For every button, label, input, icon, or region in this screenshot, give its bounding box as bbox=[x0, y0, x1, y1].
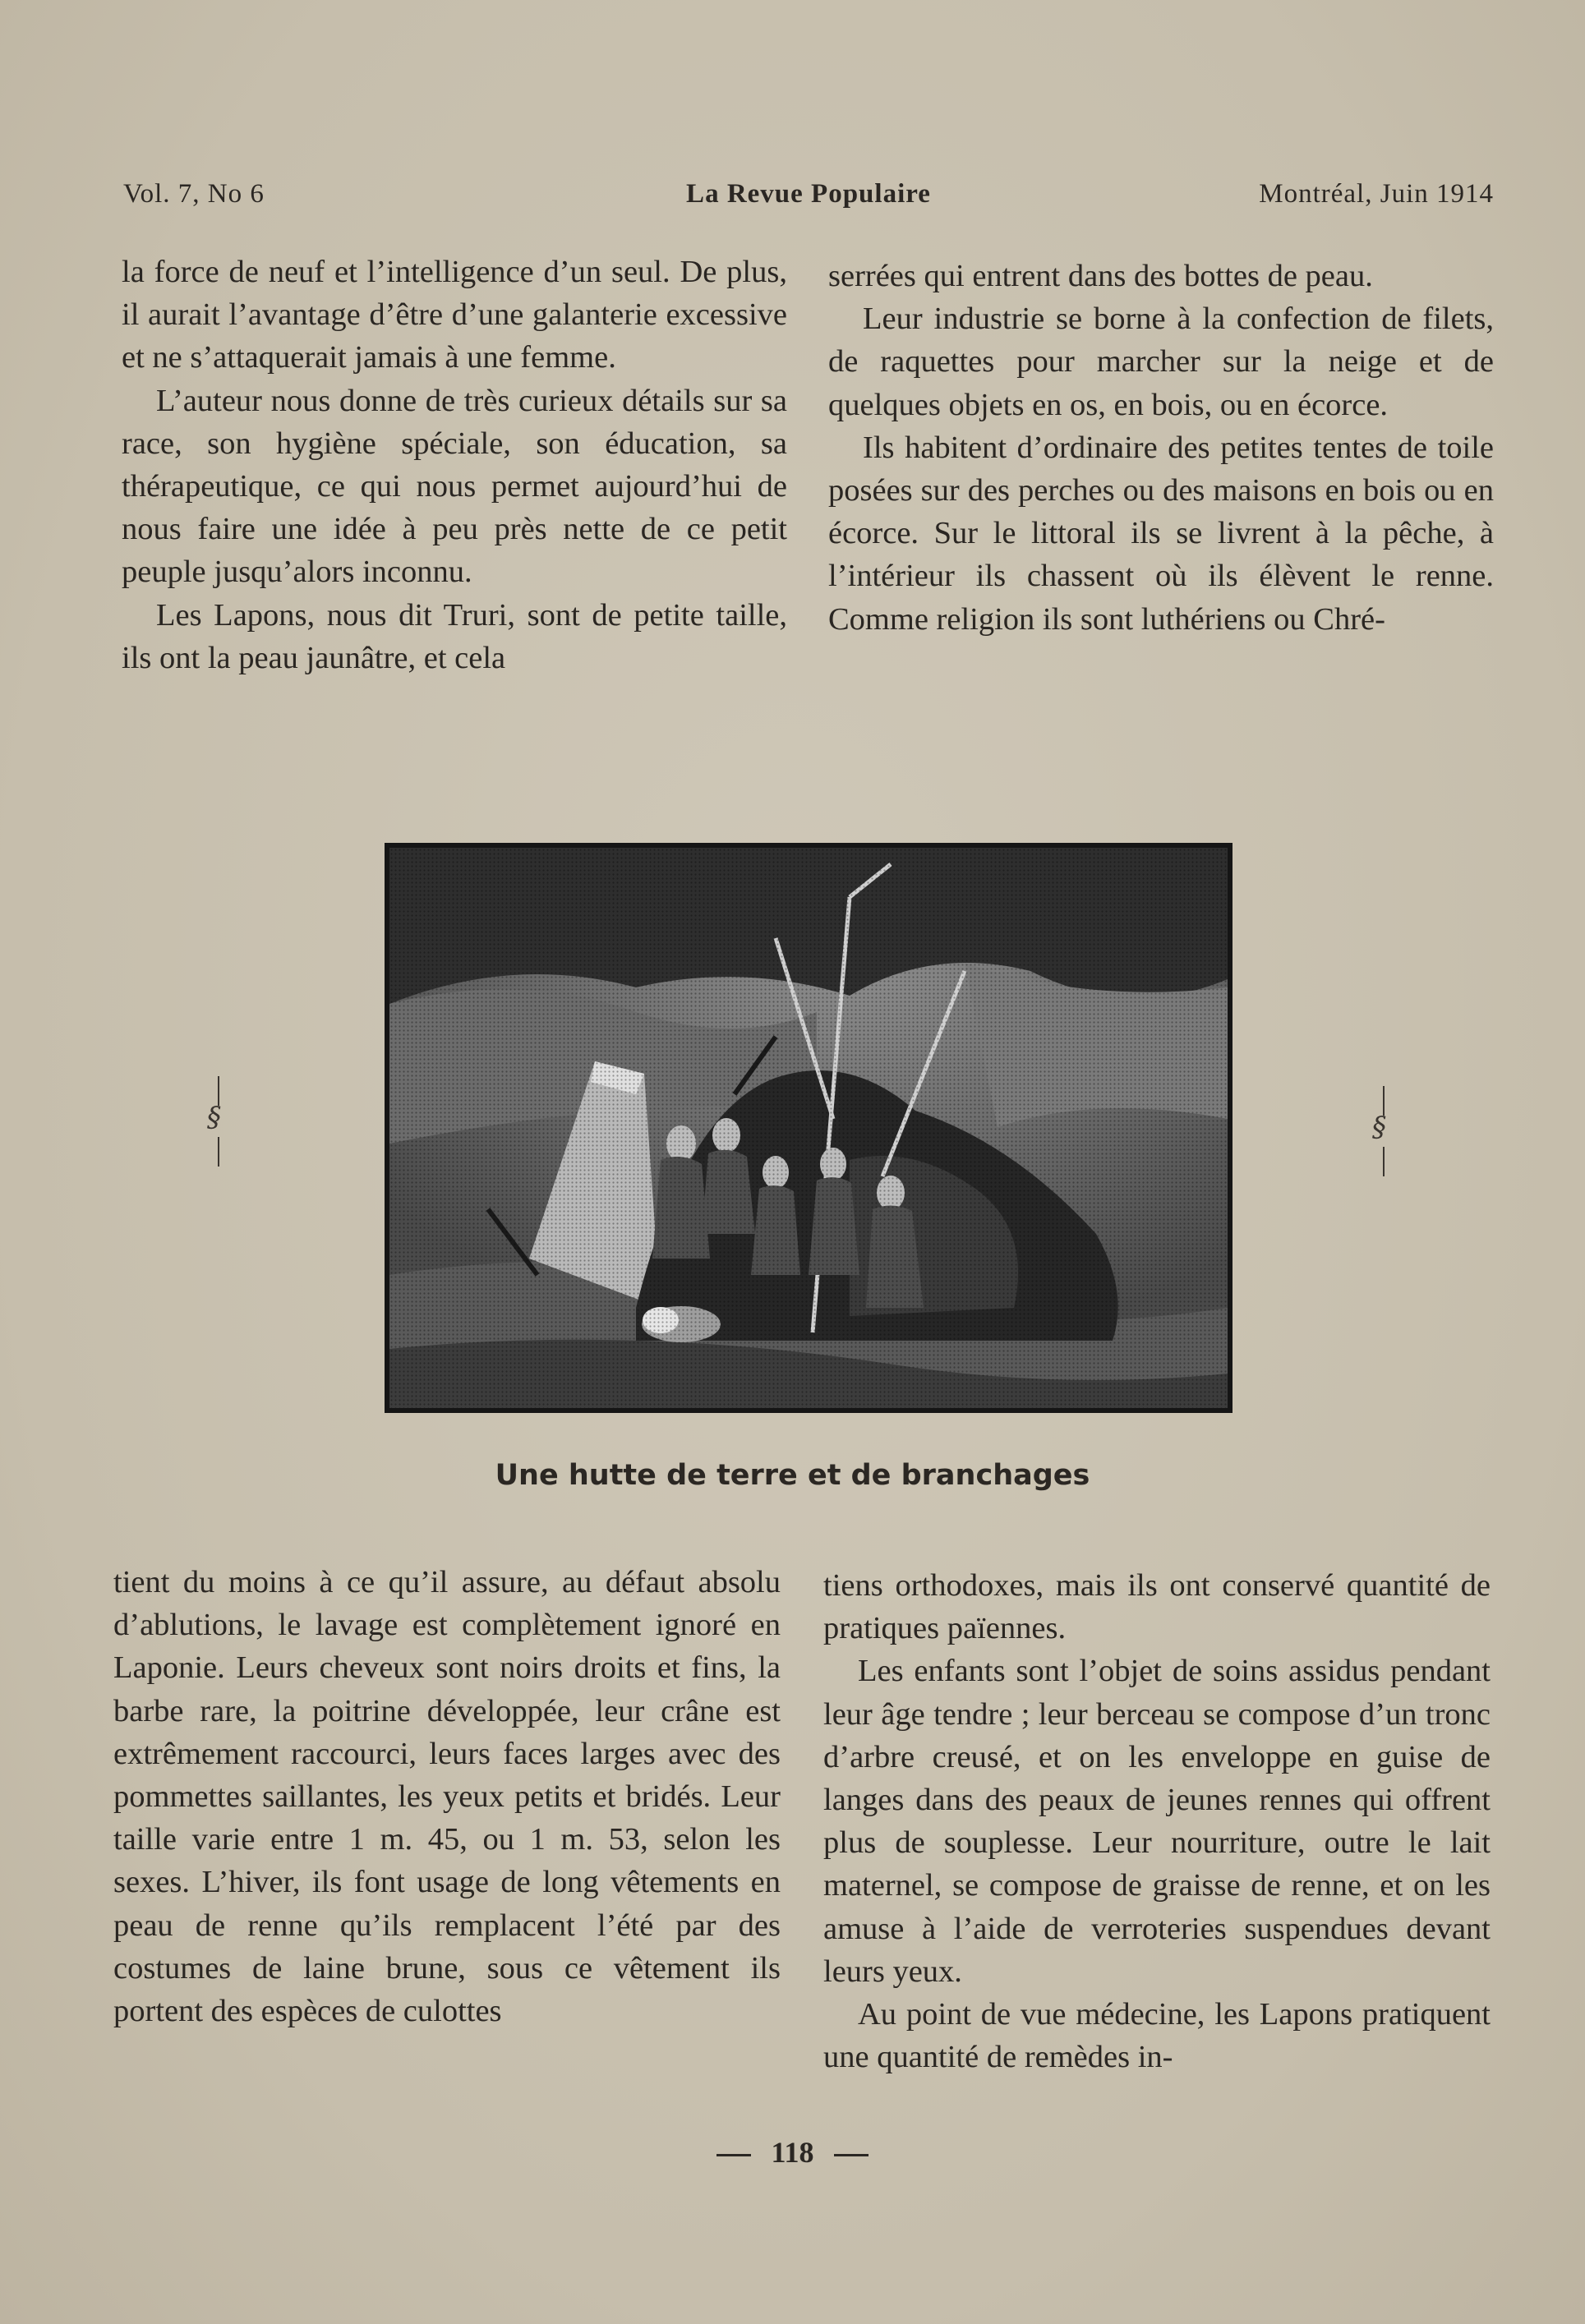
dash-right bbox=[834, 2154, 869, 2156]
dash-left bbox=[716, 2154, 751, 2156]
lapp-hut-photo-image bbox=[389, 848, 1228, 1408]
paragraph: Les Lapons, nous dit Truri, sont de petite taille, ils ont la peau jaunâtre, et cela bbox=[122, 597, 787, 675]
column-bottom-left bbox=[113, 1561, 781, 2032]
column-bottom-right bbox=[823, 1564, 1491, 2078]
photo-caption: Une hutte de terre et de branchages bbox=[495, 1459, 1090, 1492]
paragraph: Les enfants sont l’objet de soins assidus pendant leur âge tendre ; leur berceau se compose d’un tronc d’arbre creusé, et on les enveloppe en guise de langes dans des peaux de jeunes rennes qui offrent plus de souplesse. Leur nourriture, outre le lait maternel, se compose de graisse de renne, et on les amuse à l’aide de verroteries suspendues devant leurs yeux. bbox=[823, 1654, 1491, 1989]
issue-date: Montréal, Juin 1914 bbox=[1259, 179, 1494, 209]
section-ornament-left: § bbox=[202, 1076, 235, 1167]
publication-title: La Revue Populaire bbox=[686, 179, 931, 209]
page-number: 118 bbox=[771, 2136, 814, 2169]
section-ornament-right: § bbox=[1367, 1086, 1400, 1176]
paragraph: L’auteur nous donne de très curieux détails sur sa race, son hygiène spéciale, son éducation, sa thérapeutique, ce qui nous permet aujourd’hui de nous faire une idée à peu près nette de ce petit peuple jusqu’alors inconnu. bbox=[122, 383, 787, 590]
column-top-right bbox=[828, 255, 1494, 641]
column-top-left bbox=[122, 251, 787, 679]
paragraph: Au point de vue médecine, les Lapons pratiquent une quantité de remèdes in- bbox=[823, 1997, 1491, 2075]
page-footer bbox=[0, 2135, 1585, 2170]
paragraph: Ils habitent d’ordinaire des petites tentes de toile posées sur des perches ou des maisons en bois ou en écorce. Sur le littoral ils se livrent à la pêche, à l’intérieur ils chassent où ils élèvent le renne. Comme religion ils sont luthériens ou Chré- bbox=[828, 430, 1494, 637]
paragraph: tient du moins à ce qu’il assure, au défaut absolu d’ablutions, le lavage est complètement ignoré en Laponie. Leurs cheveux sont noirs droits et fins, la barbe rare, la poitrine développée, leur crâne est extrêmement raccourci, leurs faces larges avec des pommettes saillantes, les yeux petits et bridés. Leur taille varie entre 1 m. 45, ou 1 m. 53, selon les sexes. L’hiver, ils font usage de long vêtements en peau de renne qu’ils remplacent l’été par des costumes de laine brune, sous ce vêtement ils portent des espèces de culottes bbox=[113, 1565, 781, 2029]
halftone-photograph bbox=[385, 843, 1233, 1413]
paragraph: la force de neuf et l’intelligence d’un seul. De plus, il aurait l’avantage d’être d’une galanterie excessive et ne s’attaquerait jamais à une femme. bbox=[122, 255, 787, 375]
paragraph: tiens orthodoxes, mais ils ont conservé quantité de pratiques païennes. bbox=[823, 1568, 1491, 1646]
running-header bbox=[123, 179, 1494, 220]
volume-number: Vol. 7, No 6 bbox=[123, 179, 265, 209]
paragraph: serrées qui entrent dans des bottes de peau. bbox=[828, 259, 1373, 293]
paragraph: Leur industrie se borne à la confection de filets, de raquettes pour marcher sur la neige et de quelques objets en os, en bois, ou en écorce. bbox=[828, 301, 1494, 422]
